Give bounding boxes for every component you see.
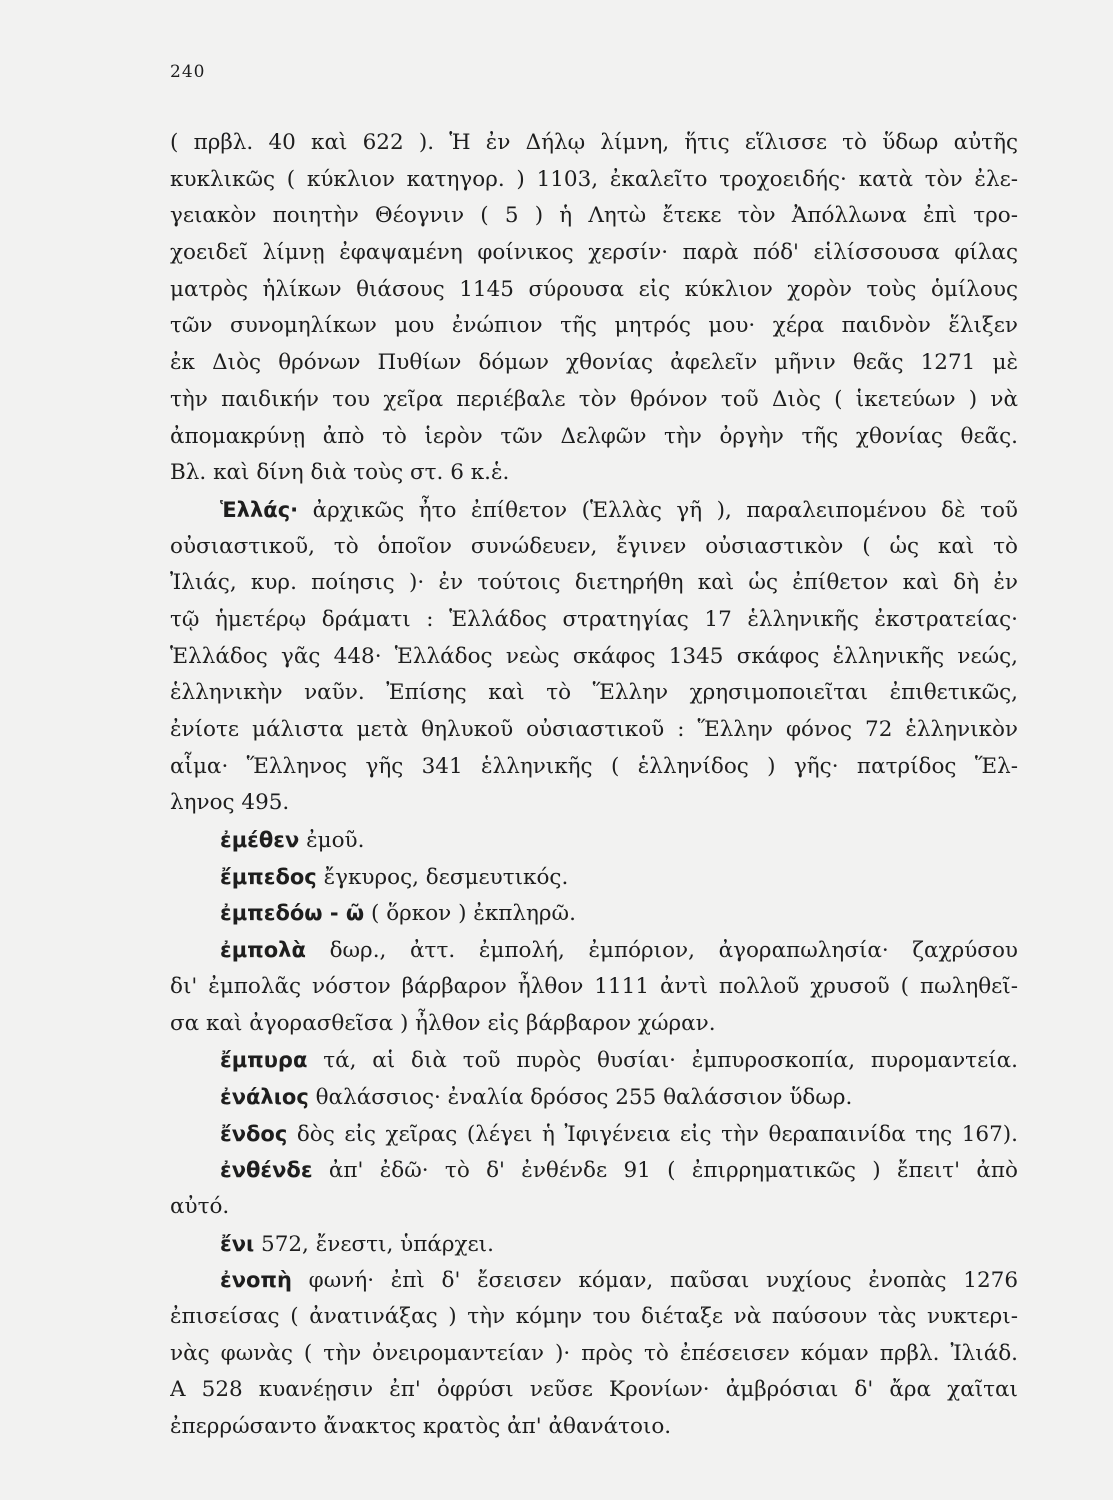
line-text: 572, ἔνεστι, ὑπάρχει. [254, 1231, 494, 1257]
text-line [170, 419, 1018, 456]
text-line [170, 345, 1018, 382]
line-text: αὐτό. [170, 1193, 230, 1219]
entry-headword: ἔμπεδος [220, 864, 317, 889]
dictionary-entry-line [170, 1116, 1018, 1153]
line-text: δωρ., ἀττ. ἐμπολή, ἐμπόριον, ἀγοραπωλησία· ζαχρύσου [305, 938, 1018, 964]
line-text: νὰς φωνὰς ( τὴν ὀνειρομαντείαν )· πρὸς τὸ ἐπέσεισεν κόμαν πρβλ. Ἰλιάδ. [170, 1340, 1018, 1366]
line-text: τὴν παιδικήν του χεῖρα περιέβαλε τὸν θρόνον τοῦ Διὸς ( ἱκετεύων ) νὰ [170, 386, 1018, 412]
entry-headword: ἐνάλιος [220, 1084, 309, 1109]
entry-headword: Ἑλλάς· [220, 497, 299, 522]
text-line [170, 125, 1018, 162]
entry-headword: ἐμπολὰ [220, 938, 306, 963]
page-number: 240 [170, 62, 206, 82]
entry-headword: ἐνθένδε [220, 1158, 313, 1183]
line-text: σα καὶ ἀγορασθεῖσα ) ἦλθον εἰς βάρβαρον χώραν. [170, 1010, 716, 1036]
text-line [170, 785, 1018, 822]
text-line [170, 455, 1018, 492]
text-line [170, 162, 1018, 199]
text-line [170, 675, 1018, 712]
dictionary-entry-line [170, 1079, 1018, 1116]
page-text [170, 125, 1018, 1446]
line-text: ( πρβλ. 40 καὶ 622 ). Ἡ ἐν Δήλῳ λίμνη, ἥτις εἵλισσε τὸ ὕδωρ αὐτῆς [170, 130, 1018, 155]
line-text: τῶν συνομηλίκων μου ἐνώπιον τῆς μητρός μου· χέρα παιδνὸν ἕλιξεν [170, 313, 1018, 339]
text-line [170, 565, 1018, 602]
text-line [170, 1409, 1018, 1446]
line-text: Βλ. καὶ δίνη διὰ τοὺς στ. 6 κ.ἑ. [170, 460, 510, 486]
text-line [170, 382, 1018, 419]
line-text: ἐπισείσας ( ἀνατινάξας ) τὴν κόμην του διέταξε νὰ παύσουν τὰς νυκτερι- [170, 1304, 1018, 1329]
dictionary-entry-line [170, 1262, 1018, 1299]
line-text: ἔγκυρος, δεσμευτικός. [316, 864, 569, 890]
entry-headword: ἔμπυρα [220, 1048, 308, 1073]
entry-headword: ἐμπεδόω - ῶ [220, 901, 365, 926]
text-line [170, 639, 1018, 676]
text-line [170, 1189, 1018, 1226]
line-text: δὸς εἰς χεῖρας (λέγει ἡ Ἰφιγένεια εἰς τὴν θεραπαινίδα της 167). [287, 1121, 1018, 1147]
text-line [170, 1372, 1018, 1409]
line-text: ἐμοῦ. [299, 828, 365, 854]
dictionary-entry-line [170, 1042, 1018, 1079]
line-text: αἷμα· Ἕλληνος γῆς 341 ἑλληνικῆς ( ἑλληνίδος ) γῆς· πατρίδος Ἕλ- [170, 753, 1018, 779]
line-text: ματρὸς ἡλίκων θιάσους 1145 σύρουσα εἰς κύκλιον χορὸν τοὺς ὁμίλους [170, 276, 1018, 302]
text-line [170, 602, 1018, 639]
line-text: Ἑλλάδος γᾶς 448· Ἑλλάδος νεὼς σκάφος 1345 σκάφος ἑλληνικῆς νεώς, [170, 643, 1018, 669]
line-text: γειακὸν ποιητὴν Θέογνιν ( 5 ) ἡ Λητὼ ἔτεκε τὸν Ἀπόλλωνα ἐπὶ τρο- [170, 203, 1018, 229]
line-text: ἀπομακρύνῃ ἀπὸ τὸ ἱερὸν τῶν Δελφῶν τὴν ὀργὴν τῆς χθονίας θεᾶς. [170, 423, 1018, 449]
line-text: ἀρχικῶς ἦτο ἐπίθετον (Ἑλλὰς γῆ ), παραλειπομένου δὲ τοῦ [298, 497, 1018, 523]
entry-headword: ἐνοπὴ [220, 1268, 292, 1293]
line-text: χοειδεῖ λίμνῃ ἐφαψαμένη φοίνικος χερσίν· παρὰ πόδ' εἱλίσσουσα φίλας [170, 240, 1018, 266]
line-text: οὐσιαστικοῦ, τὸ ὁποῖον συνώδευεν, ἔγινεν οὐσιαστικὸν ( ὡς καὶ τὸ [170, 533, 1018, 559]
text-line [170, 198, 1018, 235]
dictionary-entry-line [170, 822, 1018, 859]
line-text: τῷ ἡμετέρῳ δράματι : Ἑλλάδος στρατηγίας 17 ἑλληνικῆς ἐκστρατείας· [170, 606, 1018, 632]
dictionary-entry-line [170, 859, 1018, 896]
text-line [170, 272, 1018, 309]
entry-headword: ἔνι [220, 1231, 255, 1256]
line-text: ἐκ Διὸς θρόνων Πυθίων δόμων χθονίας ἀφελεῖν μῆνιν θεᾶς 1271 μὲ [170, 350, 1018, 376]
text-line [170, 1299, 1018, 1336]
line-text: κυκλικῶς ( κύκλιον κατηγορ. ) 1103, ἐκαλεῖτο τροχοειδής· κατὰ τὸν ἐλε- [170, 166, 1018, 192]
dictionary-entry-line [170, 932, 1018, 969]
text-line [170, 235, 1018, 272]
entry-headword: ἔνδος [220, 1121, 288, 1146]
line-text: θαλάσσιος· ἐναλία δρόσος 255 θαλάσσιον ὕδωρ. [308, 1084, 853, 1110]
text-line [170, 308, 1018, 345]
dictionary-entry-line [170, 1152, 1018, 1189]
dictionary-entry-line [170, 1226, 1018, 1263]
text-line [170, 1006, 1018, 1043]
text-line [170, 1336, 1018, 1373]
text-line [170, 712, 1018, 749]
line-text: δι' ἐμπολᾶς νόστον βάρβαρον ἦλθον 1111 ἀντὶ πολλοῦ χρυσοῦ ( πωληθεῖ- [170, 973, 1018, 999]
line-text: ληνος 495. [170, 790, 290, 816]
line-text: φωνή· ἐπὶ δ' ἔσεισεν κόμαν, παῦσαι νυχίους ἐνοπὰς 1276 [291, 1268, 1018, 1294]
line-text: ἑλληνικὴν ναῦν. Ἐπίσης καὶ τὸ Ἕλλην χρησιμοποιεῖται ἐπιθετικῶς, [170, 680, 1018, 706]
dictionary-entry-line [170, 895, 1018, 932]
line-text: ( ὅρκον ) ἐκπληρῶ. [364, 901, 576, 927]
line-text: Α 528 κυανέῃσιν ἐπ' ὀφρύσι νεῦσε Κρονίων· ἀμβρόσιαι δ' ἄρα χαῖται [170, 1377, 1018, 1403]
line-text: ἐνίοτε μάλιστα μετὰ θηλυκοῦ οὐσιαστικοῦ : Ἕλλην φόνος 72 ἑλληνικὸν [170, 717, 1018, 742]
dictionary-entry-line [170, 492, 1018, 529]
line-text: Ἰλιάς, κυρ. ποίησις )· ἐν τούτοις διετηρήθη καὶ ὡς ἐπίθετον καὶ δὴ ἐν [170, 570, 1018, 596]
entry-headword: ἐμέθεν [220, 828, 300, 853]
text-line [170, 969, 1018, 1006]
text-line [170, 529, 1018, 566]
text-line [170, 749, 1018, 786]
line-text: τά, αἱ διὰ τοῦ πυρὸς θυσίαι· ἐμπυροσκοπία, πυρομαντεία. [307, 1048, 1018, 1074]
line-text: ἐπερρώσαντο ἄνακτος κρατὸς ἀπ' ἀθανάτοιο. [170, 1414, 672, 1440]
line-text: ἀπ' ἐδῶ· τὸ δ' ἐνθένδε 91 ( ἐπιρρηματικῶς ) ἔπειτ' ἀπὸ [312, 1158, 1018, 1184]
